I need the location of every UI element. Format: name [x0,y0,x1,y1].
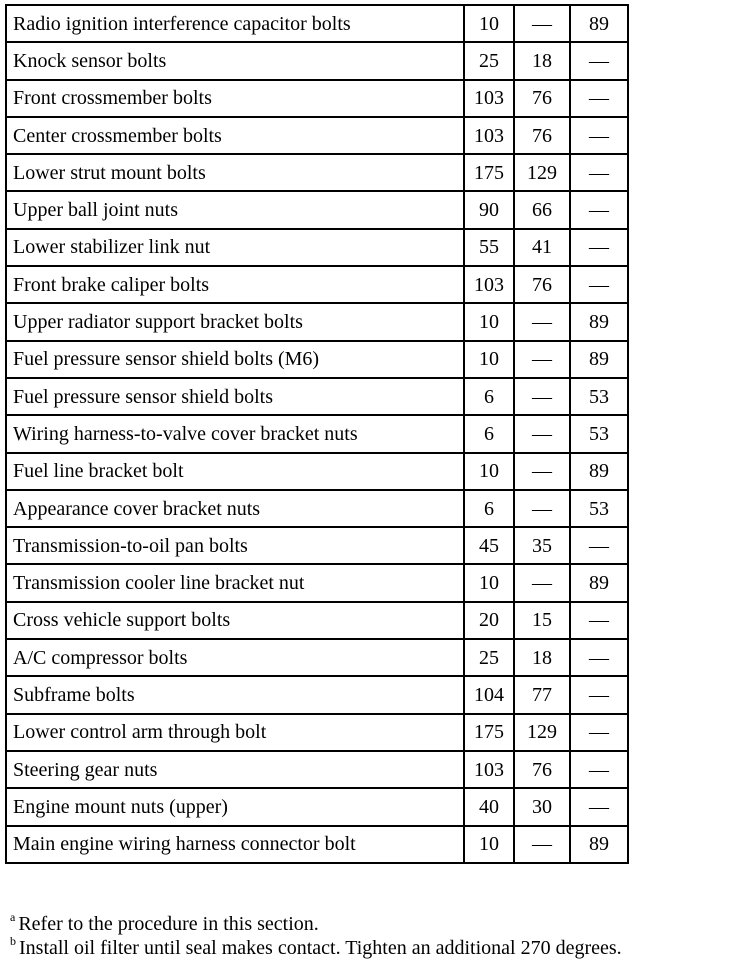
torque-nm-cell: 10 [464,5,514,42]
torque-lbft-cell: 66 [514,191,570,228]
table-row [6,229,628,266]
table-row [6,191,628,228]
torque-nm-cell: 10 [464,303,514,340]
torque-lbin-cell: 53 [570,378,628,415]
torque-lbin-cell: — [570,602,628,639]
fastener-description-cell: Lower control arm through bolt [6,714,464,751]
fastener-description-cell: Lower stabilizer link nut [6,229,464,266]
torque-lbin-cell: — [570,117,628,154]
table-row [6,42,628,79]
torque-lbin-cell: — [570,639,628,676]
torque-nm-cell: 6 [464,415,514,452]
torque-lbft-cell: — [514,303,570,340]
footnote-a [10,912,748,936]
table-row [6,788,628,825]
fastener-description-cell: Lower strut mount bolts [6,154,464,191]
table-row [6,378,628,415]
torque-lbft-cell: 129 [514,154,570,191]
torque-lbin-cell: 53 [570,415,628,452]
torque-lbin-cell: 53 [570,490,628,527]
torque-lbft-cell: 76 [514,751,570,788]
fastener-description-cell: Upper ball joint nuts [6,191,464,228]
table-row [6,490,628,527]
fastener-description-cell: Transmission-to-oil pan bolts [6,527,464,564]
fastener-description-cell: Appearance cover bracket nuts [6,490,464,527]
torque-lbin-cell: — [570,714,628,751]
torque-lbft-cell: 41 [514,229,570,266]
table-row [6,117,628,154]
table-row [6,415,628,452]
torque-lbft-cell: 18 [514,42,570,79]
table-row [6,453,628,490]
table-row [6,341,628,378]
table-row [6,154,628,191]
torque-lbin-cell: 89 [570,564,628,601]
torque-nm-cell: 20 [464,602,514,639]
torque-lbft-cell: — [514,378,570,415]
table-row [6,527,628,564]
fastener-description-cell: Front brake caliper bolts [6,266,464,303]
fastener-description-cell: Fuel line bracket bolt [6,453,464,490]
fastener-description-cell: Main engine wiring harness connector bolt [6,826,464,863]
torque-nm-cell: 25 [464,639,514,676]
fastener-description-cell: Fuel pressure sensor shield bolts (M6) [6,341,464,378]
torque-lbin-cell: 89 [570,5,628,42]
footnote-text: Refer to the procedure in this section. [18,913,319,935]
table-row [6,303,628,340]
torque-lbin-cell: — [570,266,628,303]
torque-nm-cell: 175 [464,714,514,751]
torque-lbft-cell: 77 [514,676,570,713]
fastener-description-cell: Center crossmember bolts [6,117,464,154]
table-row [6,80,628,117]
torque-lbft-cell: — [514,564,570,601]
fastener-description-cell: Wiring harness-to-valve cover bracket nuts [6,415,464,452]
fastener-description-cell: Front crossmember bolts [6,80,464,117]
torque-nm-cell: 10 [464,564,514,601]
table-row [6,266,628,303]
torque-lbin-cell: — [570,527,628,564]
torque-lbft-cell: 18 [514,639,570,676]
torque-nm-cell: 45 [464,527,514,564]
fastener-description-cell: Transmission cooler line bracket nut [6,564,464,601]
footnote-marker: a [10,910,16,924]
table-body [6,5,628,863]
table-row [6,826,628,863]
torque-nm-cell: 104 [464,676,514,713]
torque-nm-cell: 6 [464,378,514,415]
torque-lbft-cell: 129 [514,714,570,751]
torque-lbft-cell: 30 [514,788,570,825]
torque-lbin-cell: — [570,676,628,713]
torque-lbin-cell: — [570,229,628,266]
torque-lbin-cell: — [570,80,628,117]
torque-lbin-cell: — [570,788,628,825]
fastener-description-cell: A/C compressor bolts [6,639,464,676]
table-row [6,5,628,42]
table-row [6,714,628,751]
table-row [6,676,628,713]
torque-nm-cell: 55 [464,229,514,266]
torque-nm-cell: 103 [464,117,514,154]
fastener-description-cell: Upper radiator support bracket bolts [6,303,464,340]
fastener-description-cell: Fuel pressure sensor shield bolts [6,378,464,415]
torque-lbft-cell: — [514,5,570,42]
torque-nm-cell: 25 [464,42,514,79]
torque-lbin-cell: — [570,191,628,228]
torque-nm-cell: 6 [464,490,514,527]
torque-lbin-cell: — [570,751,628,788]
torque-lbft-cell: 76 [514,80,570,117]
footnote-b [10,936,748,960]
fastener-description-cell: Engine mount nuts (upper) [6,788,464,825]
fastener-description-cell: Steering gear nuts [6,751,464,788]
torque-lbin-cell: — [570,42,628,79]
torque-lbin-cell: 89 [570,453,628,490]
table-row [6,751,628,788]
table-row [6,564,628,601]
torque-spec-table [5,4,629,864]
torque-nm-cell: 103 [464,80,514,117]
torque-lbft-cell: — [514,341,570,378]
torque-lbft-cell: 35 [514,527,570,564]
fastener-description-cell: Cross vehicle support bolts [6,602,464,639]
fastener-description-cell: Knock sensor bolts [6,42,464,79]
torque-nm-cell: 10 [464,453,514,490]
torque-nm-cell: 175 [464,154,514,191]
footnote-marker: b [10,934,16,948]
torque-lbft-cell: — [514,490,570,527]
torque-nm-cell: 10 [464,341,514,378]
table-row [6,602,628,639]
footnotes [10,912,748,960]
torque-lbft-cell: 76 [514,266,570,303]
table-row [6,639,628,676]
torque-lbft-cell: 15 [514,602,570,639]
fastener-description-cell: Subframe bolts [6,676,464,713]
torque-lbft-cell: — [514,453,570,490]
torque-lbin-cell: 89 [570,826,628,863]
torque-lbft-cell: 76 [514,117,570,154]
fastener-description-cell: Radio ignition interference capacitor bolts [6,5,464,42]
torque-lbin-cell: — [570,154,628,191]
torque-nm-cell: 103 [464,266,514,303]
torque-lbft-cell: — [514,826,570,863]
torque-lbft-cell: — [514,415,570,452]
torque-lbin-cell: 89 [570,303,628,340]
torque-lbin-cell: 89 [570,341,628,378]
torque-nm-cell: 103 [464,751,514,788]
torque-nm-cell: 10 [464,826,514,863]
torque-nm-cell: 40 [464,788,514,825]
torque-nm-cell: 90 [464,191,514,228]
footnote-text: Install oil filter until seal makes contact. Tighten an additional 270 degrees. [19,937,622,959]
